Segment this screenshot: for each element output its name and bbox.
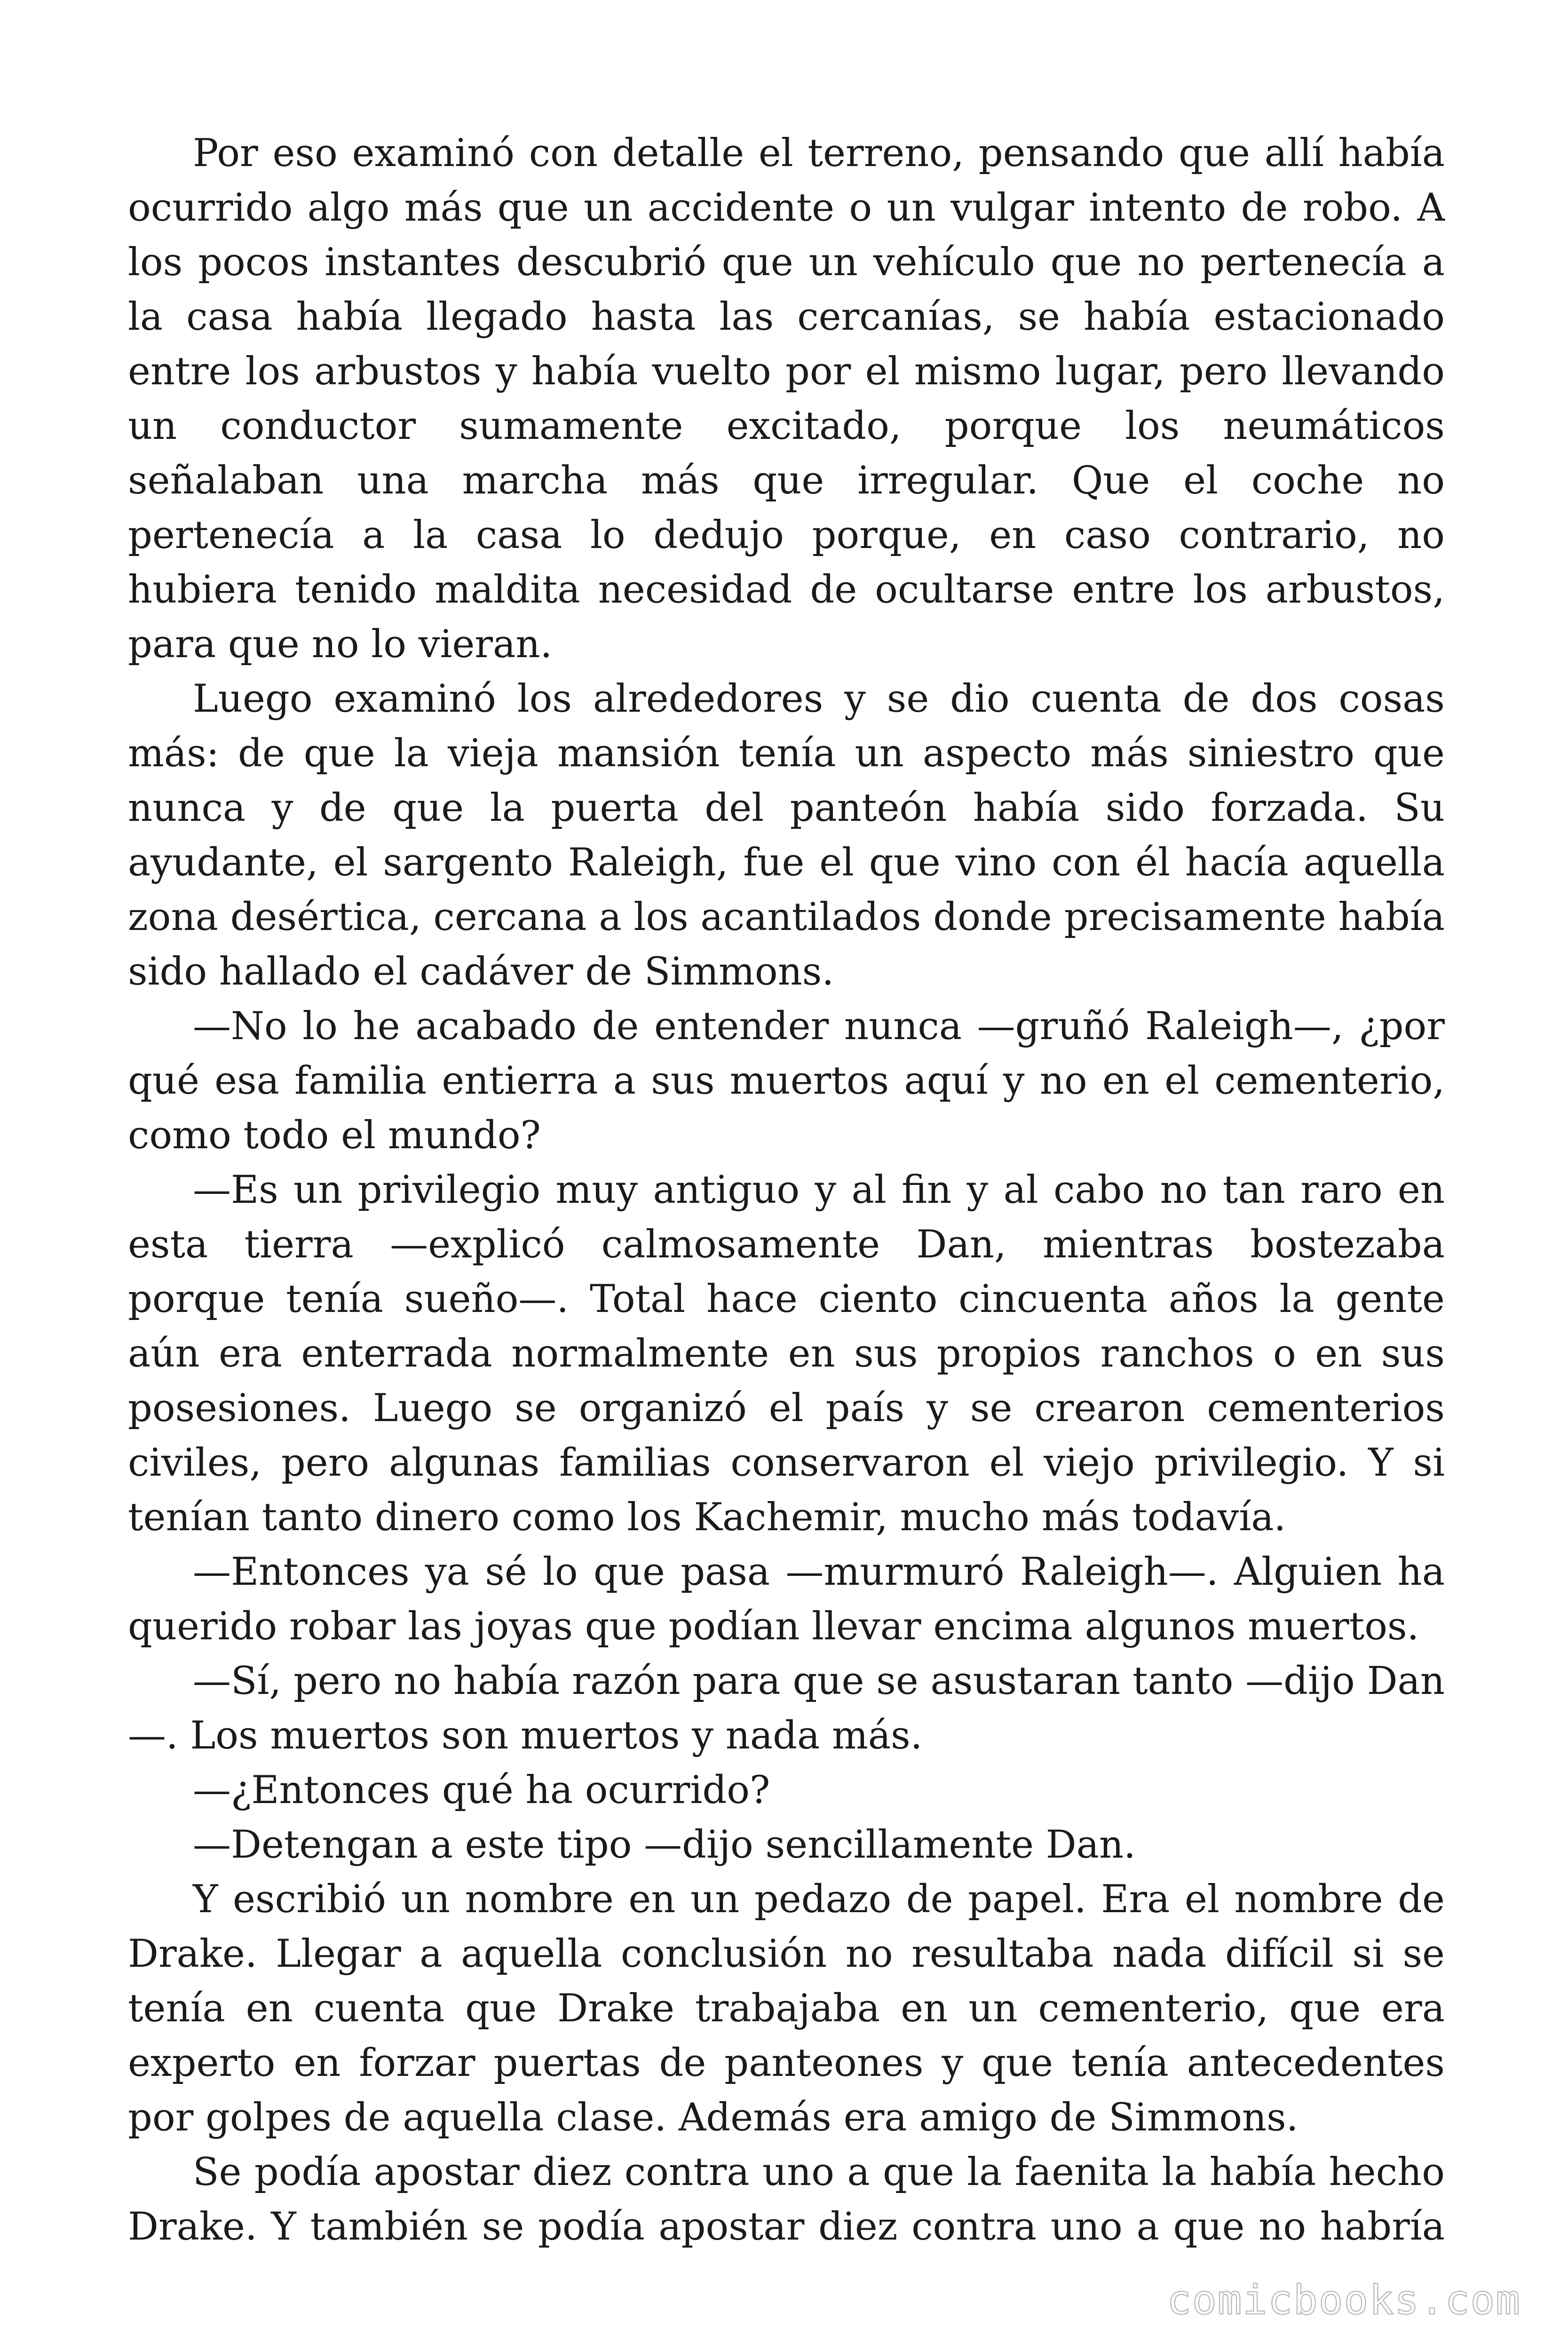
paragraph: —Es un privilegio muy antiguo y al fin y al cabo no tan raro en esta tierra —explicó calmosamente Dan, mientras bostezaba porque tenía sueño—. Total hace ciento cincuenta años la gente aún era enterrada normalmente en sus propios ranchos o en sus posesiones. Luego se organizó el país y se crearon cementerios civiles, pero algunas familias conservaron el viejo privilegio. Y si tenían tanto dinero como los Kachemir, mucho más todavía.	[128, 1168, 1445, 1540]
paragraph: —Sí, pero no había razón para que se asustaran tanto —dijo Dan —. Los muertos son muertos y nada más.	[128, 1659, 1445, 1758]
paragraph: —No lo he acabado de entender nunca —gruñó Raleigh—, ¿por qué esa familia entierra a sus muertos aquí y no en el cementerio, como todo el mundo?	[128, 1004, 1445, 1158]
watermark: comicbooks.com	[1167, 2277, 1521, 2324]
page-body-text	[128, 126, 1445, 2254]
paragraph: —¿Entonces qué ha ocurrido?	[193, 1768, 770, 1812]
paragraph: Por eso examinó con detalle el terreno, pensando que allí había ocurrido algo más que un accidente o un vulgar intento de robo. A los pocos instantes descubrió que un vehículo que no pertenecía a la casa había llegado hasta las cercanías, se había estacionado entre los arbustos y había vuelto por el mismo lugar, pero llevando un conductor sumamente excitado, porque los neumáticos señalaban una marcha más que irregular. Que el coche no pertenecía a la casa lo dedujo porque, en caso contrario, no hubiera tenido maldita necesidad de ocultarse entre los arbustos, para que no lo vieran.	[128, 131, 1445, 667]
paragraph: —Detengan a este tipo —dijo sencillamente Dan.	[193, 1823, 1136, 1867]
paragraph: Y escribió un nombre en un pedazo de papel. Era el nombre de Drake. Llegar a aquella conclusión no resultaba nada difícil si se tenía en cuenta que Drake trabajaba en un cementerio, que era experto en forzar puertas de panteones y que tenía antecedentes por golpes de aquella clase. Además era amigo de Simmons.	[128, 1877, 1445, 2140]
paragraph: Se podía apostar diez contra uno a que la faenita la había hecho Drake. Y también se podía apostar diez contra uno a que no habría	[128, 2150, 1445, 2249]
paragraph: —Entonces ya sé lo que pasa —murmuró Raleigh—. Alguien ha querido robar las joyas que podían llevar encima algunos muertos.	[128, 1550, 1445, 1649]
paragraph: Luego examinó los alrededores y se dio cuenta de dos cosas más: de que la vieja mansión tenía un aspecto más siniestro que nunca y de que la puerta del panteón había sido forzada. Su ayudante, el sargento Raleigh, fue el que vino con él hacía aquella zona desértica, cercana a los acantilados donde precisamente había sido hallado el cadáver de Simmons.	[128, 677, 1445, 994]
